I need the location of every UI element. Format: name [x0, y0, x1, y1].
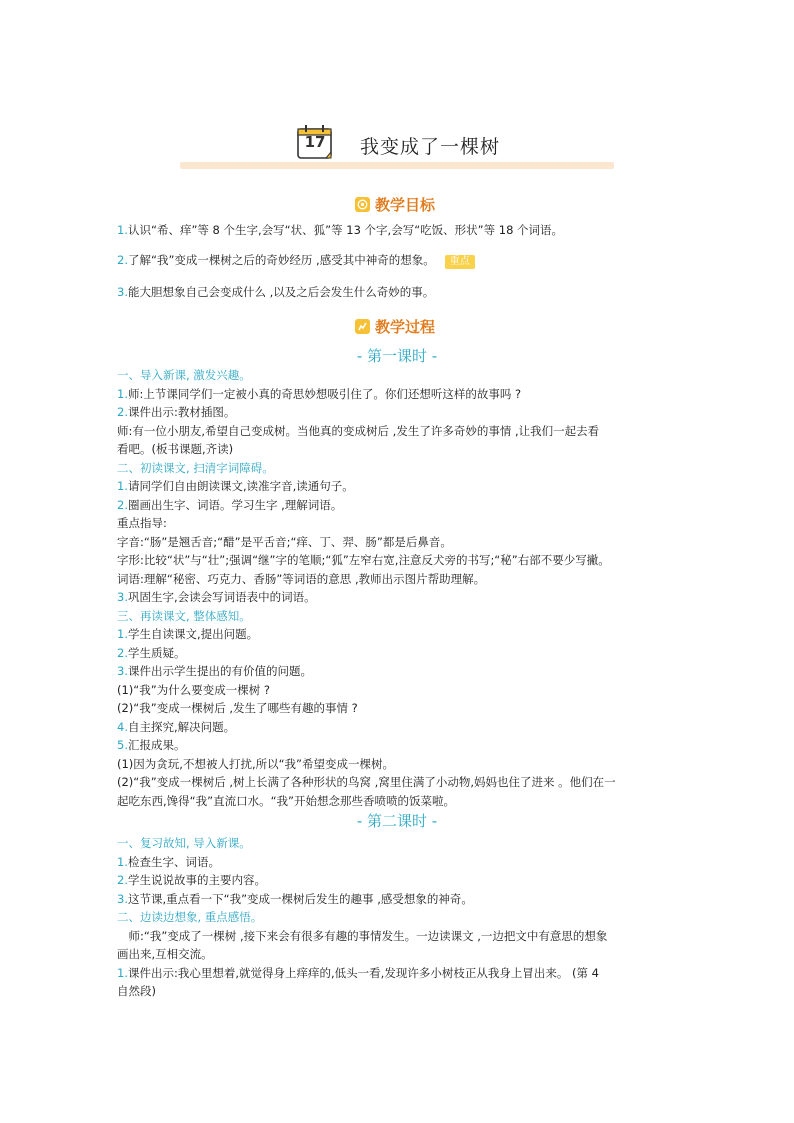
body-line: 1.检查生字、词语。: [117, 854, 220, 869]
lesson-title: 我变成了一棵树: [360, 136, 501, 158]
body-line: 自然段): [117, 984, 156, 998]
body-line: 字音:“肠”是翘舌音;“醋”是平舌音;“痒、丁、羿、肠”都是后鼻音。: [117, 534, 452, 549]
section-subheading: 三、再读课文, 整体感知。: [117, 608, 251, 623]
body-line: 看吧。(板书课题,齐读): [117, 442, 234, 456]
section-subheading: 二、边读边想象, 重点感悟。: [117, 910, 263, 924]
body-line: 3.这节课,重点看一下“我”变成一棵树后发生的趣事 ,感受想象的神奇。: [117, 891, 473, 906]
body-line: 3.巩固生字,会读会写词语表中的词语。: [117, 590, 316, 604]
body-line: 2.课件出示:教材插图。: [117, 405, 236, 419]
goal-item: 3.能大胆想象自己会变成什么 ,以及之后会发生什么奇妙的事。: [117, 285, 435, 299]
body-line: 2.圈画出生字、词语。学习生字 ,理解词语。: [117, 497, 343, 512]
session-one-label: - 第一课时 -: [356, 347, 438, 365]
body-line: 2.学生质疑。: [117, 645, 186, 660]
body-line: 1.请同学们自由朗读课文,读准字音,读通句子。: [117, 479, 354, 493]
key-point-badge: 重点: [445, 255, 475, 269]
process-heading: [355, 315, 435, 337]
goals-title: 教学目标: [375, 195, 436, 214]
pen-icon: [355, 319, 370, 334]
body-line: (2)“我”变成一棵树后 ,树上长满了各种形状的鸟窝 ,窝里住满了小动物,妈妈也住了进来 。他们在一: [117, 775, 616, 789]
body-line: 5.汇报成果。: [117, 738, 186, 752]
title-underline: [180, 162, 614, 169]
goal-item: 1.认识“希、痒”等 8 个生字,会写“状、狐”等 13 个字,会写“吃饭、形状”等 18 个词语。: [117, 223, 564, 237]
body-line: 词语:理解“秘密、巧克力、香肠”等词语的意思 ,教师出示图片帮助理解。: [117, 571, 486, 586]
target-icon: [355, 197, 370, 212]
goal-item: 2.了解“我”变成一棵树之后的奇妙经历 ,感受其中神奇的想象。 重点: [117, 252, 475, 269]
body-line: (2)“我”变成一棵树后 ,发生了哪些有趣的事情 ?: [117, 701, 358, 715]
body-line: 重点指导:: [117, 516, 167, 530]
section-subheading: 一、导入新课, 激发兴趣。: [117, 368, 251, 382]
body-line: 2.学生说说故事的主要内容。: [117, 873, 266, 887]
section-subheading: 一、复习故知, 导入新课。: [117, 836, 251, 850]
body-line: (1)因为贪玩,不想被人打扰,所以“我”希望变成一棵树。: [117, 756, 395, 771]
body-line: 4.自主探究,解决问题。: [117, 719, 236, 734]
body-line: 1.学生自读课文,提出问题。: [117, 627, 259, 641]
lesson-number: 17: [304, 133, 326, 151]
body-line: (1)“我”为什么要变成一棵树 ?: [117, 682, 270, 697]
body-line: 3.课件出示学生提出的有价值的问题。: [117, 664, 312, 678]
body-line: 师:有一位小朋友,希望自己变成树。当他真的变成树后 ,发生了许多奇妙的事情 ,让我们一起去看: [117, 423, 600, 438]
session-two-label: - 第二课时 -: [356, 812, 438, 830]
section-subheading: 二、初读课文, 扫清字词障碍。: [117, 460, 274, 475]
lesson-header: [180, 122, 614, 170]
body-line: 画出来,互相交流。: [117, 947, 213, 961]
goals-heading: [355, 193, 435, 215]
process-title: 教学过程: [375, 317, 436, 336]
body-line: 师:“我”变成了一棵树 ,接下来会有很多有趣的事情发生。一边读课文 ,一边把文中有意思的想象: [117, 928, 608, 943]
body-line: 1.课件出示:我心里想着,就觉得身上痒痒的,低头一看,发现许多小树枝正从我身上冒出来。 (第 4: [117, 965, 599, 980]
body-line: 字形:比较“状”与“壮”;强调“继”字的笔顺;“狐”左窄右宽,注意反犬旁的书写;“秘”右部不要少写撇。: [117, 553, 610, 567]
body-line: 起吃东西,馋得“我”直流口水。“我”开始想念那些香喷喷的饭菜啦。: [117, 793, 455, 808]
body-line: 1.师:上节课同学们一定被小真的奇思妙想吸引住了。你们还想听这样的故事吗 ?: [117, 386, 522, 401]
